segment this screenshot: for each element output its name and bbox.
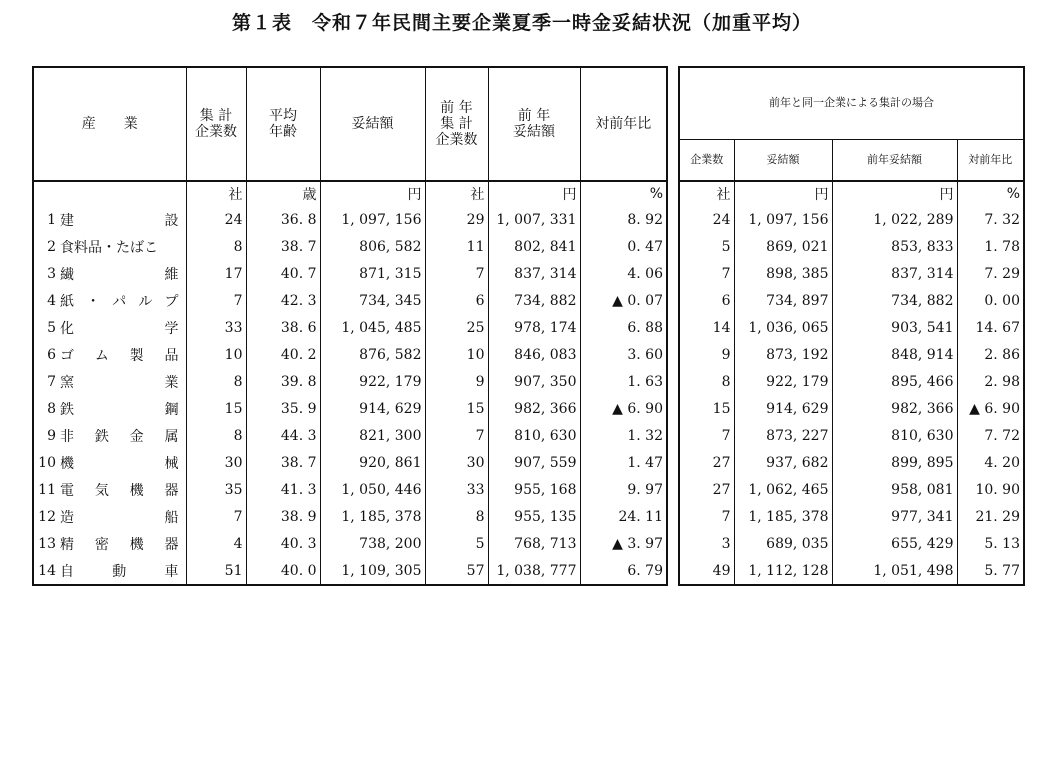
industry-name: 繊 維: [60, 266, 179, 283]
cell-companies: 17: [186, 260, 246, 287]
cell-amount: 914, 629: [320, 395, 425, 422]
cell-prev-companies: 9: [425, 368, 488, 395]
cell-prev-companies: 6: [425, 287, 488, 314]
same-company-table: [678, 66, 1025, 586]
table-row: [33, 341, 667, 368]
cell-s-prev: 895, 466: [832, 368, 957, 395]
cell-prev-amount: 768, 713: [488, 530, 580, 557]
header-same-companies: 企業数: [679, 139, 734, 181]
industry-name: 造 船: [60, 509, 179, 526]
cell-s-amount: 937, 682: [734, 449, 832, 476]
unit-prev-companies: 社: [425, 181, 488, 206]
cell-companies: 8: [186, 422, 246, 449]
cell-yoy: 9. 97: [580, 476, 667, 503]
industry-cell: [33, 422, 186, 449]
cell-s-prev: 899, 895: [832, 449, 957, 476]
row-number: 9: [47, 427, 56, 444]
table-row: [33, 449, 667, 476]
cell-yoy: 6. 88: [580, 314, 667, 341]
cell-s-prev: 837, 314: [832, 260, 957, 287]
cell-s-companies: 27: [679, 449, 734, 476]
row-number: 8: [47, 400, 56, 417]
cell-s-amount: 734, 897: [734, 287, 832, 314]
unit-same-amount: 円: [734, 181, 832, 206]
table-row: [33, 557, 667, 585]
cell-yoy: ▲ 0. 07: [580, 287, 667, 314]
cell-age: 40. 7: [246, 260, 320, 287]
cell-s-yoy: 21. 29: [957, 503, 1024, 530]
cell-yoy: 24. 11: [580, 503, 667, 530]
cell-prev-amount: 907, 559: [488, 449, 580, 476]
cell-yoy: ▲ 6. 90: [580, 395, 667, 422]
cell-age: 44. 3: [246, 422, 320, 449]
cell-prev-companies: 11: [425, 233, 488, 260]
industry-name: 建 設: [60, 212, 179, 229]
cell-s-yoy: 1. 78: [957, 233, 1024, 260]
industry-cell: [33, 557, 186, 585]
cell-s-companies: 6: [679, 287, 734, 314]
cell-companies: 15: [186, 395, 246, 422]
cell-s-companies: 7: [679, 503, 734, 530]
row-number: 6: [47, 346, 56, 363]
cell-s-yoy: 5. 77: [957, 557, 1024, 585]
table-row: [33, 395, 667, 422]
row-number: 11: [38, 481, 56, 498]
cell-prev-companies: 5: [425, 530, 488, 557]
cell-companies: 33: [186, 314, 246, 341]
industry-cell: [33, 395, 186, 422]
cell-s-yoy: 10. 90: [957, 476, 1024, 503]
cell-companies: 10: [186, 341, 246, 368]
cell-prev-amount: 810, 630: [488, 422, 580, 449]
cell-s-prev: 977, 341: [832, 503, 957, 530]
table-row: [679, 341, 1024, 368]
row-number: 5: [47, 319, 56, 336]
table-row: [679, 395, 1024, 422]
industry-name: 精 密 機 器: [60, 536, 179, 553]
cell-yoy: 1. 47: [580, 449, 667, 476]
header-companies: 集 計 企業数: [186, 67, 246, 181]
cell-companies: 4: [186, 530, 246, 557]
table-row: [33, 368, 667, 395]
cell-age: 38. 9: [246, 503, 320, 530]
industry-name: 食料品・たばこ: [60, 239, 158, 256]
cell-s-amount: 1, 112, 128: [734, 557, 832, 585]
cell-companies: 51: [186, 557, 246, 585]
cell-s-yoy: 4. 20: [957, 449, 1024, 476]
industry-name: 紙 ・ パ ル プ: [60, 293, 179, 310]
cell-s-companies: 15: [679, 395, 734, 422]
header-same-yoy: 対前年比: [957, 139, 1024, 181]
main-table: [32, 66, 668, 586]
table-row: [33, 530, 667, 557]
table-row: [679, 287, 1024, 314]
industry-cell: [33, 341, 186, 368]
cell-prev-amount: 955, 135: [488, 503, 580, 530]
table-row: [679, 476, 1024, 503]
table-row: [33, 206, 667, 233]
cell-yoy: 1. 63: [580, 368, 667, 395]
table-row: [679, 503, 1024, 530]
industry-cell: [33, 206, 186, 233]
cell-s-amount: 869, 021: [734, 233, 832, 260]
table-row: [33, 503, 667, 530]
cell-age: 39. 8: [246, 368, 320, 395]
cell-amount: 734, 345: [320, 287, 425, 314]
cell-s-amount: 1, 097, 156: [734, 206, 832, 233]
table-row: [679, 449, 1024, 476]
cell-prev-companies: 25: [425, 314, 488, 341]
cell-amount: 738, 200: [320, 530, 425, 557]
cell-s-amount: 922, 179: [734, 368, 832, 395]
unit-companies: 社: [186, 181, 246, 206]
cell-age: 41. 3: [246, 476, 320, 503]
industry-name: 電 気 機 器: [60, 482, 179, 499]
table-row: [679, 530, 1024, 557]
industry-name: 機 械: [60, 455, 179, 472]
cell-prev-amount: 846, 083: [488, 341, 580, 368]
cell-amount: 922, 179: [320, 368, 425, 395]
cell-amount: 1, 045, 485: [320, 314, 425, 341]
cell-companies: 8: [186, 233, 246, 260]
cell-age: 42. 3: [246, 287, 320, 314]
row-number: 10: [38, 454, 56, 471]
industry-cell: [33, 368, 186, 395]
row-number: 3: [47, 265, 56, 282]
industry-cell: [33, 260, 186, 287]
industry-name: 非 鉄 金 属: [60, 428, 179, 445]
header-amount: 妥結額: [320, 67, 425, 181]
cell-companies: 30: [186, 449, 246, 476]
industry-cell: [33, 530, 186, 557]
cell-age: 38. 7: [246, 233, 320, 260]
cell-s-amount: 1, 185, 378: [734, 503, 832, 530]
cell-prev-companies: 33: [425, 476, 488, 503]
table-row: [679, 557, 1024, 585]
cell-prev-companies: 30: [425, 449, 488, 476]
unit-same-companies: 社: [679, 181, 734, 206]
cell-prev-amount: 978, 174: [488, 314, 580, 341]
unit-same-prev-amount: 円: [832, 181, 957, 206]
cell-s-amount: 689, 035: [734, 530, 832, 557]
cell-s-amount: 873, 227: [734, 422, 832, 449]
cell-prev-amount: 734, 882: [488, 287, 580, 314]
cell-yoy: 1. 32: [580, 422, 667, 449]
cell-s-companies: 8: [679, 368, 734, 395]
cell-amount: 876, 582: [320, 341, 425, 368]
table-row: [679, 260, 1024, 287]
table-row: [33, 260, 667, 287]
cell-prev-companies: 29: [425, 206, 488, 233]
cell-s-yoy: 7. 29: [957, 260, 1024, 287]
cell-amount: 920, 861: [320, 449, 425, 476]
industry-name: 自 動 車: [60, 563, 179, 580]
cell-prev-companies: 8: [425, 503, 488, 530]
industry-name: ゴ ム 製 品: [60, 347, 179, 364]
cell-age: 35. 9: [246, 395, 320, 422]
table-row: [679, 206, 1024, 233]
cell-yoy: 3. 60: [580, 341, 667, 368]
cell-prev-amount: 982, 366: [488, 395, 580, 422]
row-number: 2: [47, 238, 56, 255]
cell-s-companies: 9: [679, 341, 734, 368]
unit-age: 歳: [246, 181, 320, 206]
cell-age: 38. 6: [246, 314, 320, 341]
cell-amount: 1, 109, 305: [320, 557, 425, 585]
cell-yoy: 0. 47: [580, 233, 667, 260]
header-industry: 産 業: [33, 67, 186, 181]
cell-prev-companies: 7: [425, 422, 488, 449]
table-row: [679, 314, 1024, 341]
cell-s-prev: 903, 541: [832, 314, 957, 341]
unit-industry: [33, 181, 186, 206]
cell-s-companies: 24: [679, 206, 734, 233]
cell-s-yoy: ▲ 6. 90: [957, 395, 1024, 422]
cell-s-companies: 14: [679, 314, 734, 341]
cell-s-prev: 810, 630: [832, 422, 957, 449]
row-number: 12: [38, 508, 56, 525]
cell-prev-companies: 15: [425, 395, 488, 422]
cell-s-yoy: 7. 72: [957, 422, 1024, 449]
table-row: [33, 233, 667, 260]
cell-s-prev: 848, 914: [832, 341, 957, 368]
header-age: 平均 年齢: [246, 67, 320, 181]
industry-name: 窯 業: [60, 374, 179, 391]
cell-s-amount: 914, 629: [734, 395, 832, 422]
cell-age: 40. 0: [246, 557, 320, 585]
cell-prev-amount: 907, 350: [488, 368, 580, 395]
cell-companies: 35: [186, 476, 246, 503]
table-row: [33, 422, 667, 449]
cell-companies: 7: [186, 287, 246, 314]
units-row: [679, 181, 1024, 206]
cell-prev-amount: 802, 841: [488, 233, 580, 260]
cell-s-prev: 853, 833: [832, 233, 957, 260]
industry-cell: [33, 449, 186, 476]
cell-age: 36. 8: [246, 206, 320, 233]
cell-age: 40. 3: [246, 530, 320, 557]
row-number: 1: [47, 211, 56, 228]
cell-s-amount: 898, 385: [734, 260, 832, 287]
table-row: [679, 368, 1024, 395]
cell-prev-companies: 10: [425, 341, 488, 368]
cell-s-amount: 873, 192: [734, 341, 832, 368]
header-yoy: 対前年比: [580, 67, 667, 181]
cell-s-prev: 655, 429: [832, 530, 957, 557]
header-prev-companies: 前 年 集 計 企業数: [425, 67, 488, 181]
cell-yoy: 8. 92: [580, 206, 667, 233]
unit-same-yoy: %: [957, 181, 1024, 206]
table-row: [679, 422, 1024, 449]
industry-cell: [33, 476, 186, 503]
cell-amount: 1, 050, 446: [320, 476, 425, 503]
cell-amount: 871, 315: [320, 260, 425, 287]
industry-name: 鉄 鋼: [60, 401, 179, 418]
row-number: 4: [47, 292, 56, 309]
cell-amount: 821, 300: [320, 422, 425, 449]
cell-s-yoy: 14. 67: [957, 314, 1024, 341]
industry-cell: [33, 287, 186, 314]
header-same-prev-amount: 前年妥結額: [832, 139, 957, 181]
cell-s-amount: 1, 062, 465: [734, 476, 832, 503]
cell-amount: 1, 185, 378: [320, 503, 425, 530]
cell-s-companies: 3: [679, 530, 734, 557]
cell-s-prev: 982, 366: [832, 395, 957, 422]
cell-amount: 1, 097, 156: [320, 206, 425, 233]
unit-prev-amount: 円: [488, 181, 580, 206]
industry-name: 化 学: [60, 320, 179, 337]
cell-prev-companies: 7: [425, 260, 488, 287]
cell-s-yoy: 2. 86: [957, 341, 1024, 368]
cell-s-prev: 958, 081: [832, 476, 957, 503]
row-number: 7: [47, 373, 56, 390]
cell-s-amount: 1, 036, 065: [734, 314, 832, 341]
cell-prev-amount: 1, 038, 777: [488, 557, 580, 585]
cell-yoy: ▲ 3. 97: [580, 530, 667, 557]
cell-age: 38. 7: [246, 449, 320, 476]
row-number: 13: [38, 535, 56, 552]
units-row: [33, 181, 667, 206]
cell-s-companies: 7: [679, 260, 734, 287]
table-row: [679, 233, 1024, 260]
cell-s-companies: 49: [679, 557, 734, 585]
table-row: [33, 287, 667, 314]
cell-yoy: 4. 06: [580, 260, 667, 287]
header-same-amount: 妥結額: [734, 139, 832, 181]
cell-companies: 8: [186, 368, 246, 395]
table-row: [33, 476, 667, 503]
cell-prev-amount: 837, 314: [488, 260, 580, 287]
cell-s-yoy: 0. 00: [957, 287, 1024, 314]
cell-prev-amount: 955, 168: [488, 476, 580, 503]
cell-amount: 806, 582: [320, 233, 425, 260]
cell-companies: 7: [186, 503, 246, 530]
table-row: [33, 314, 667, 341]
cell-prev-companies: 57: [425, 557, 488, 585]
cell-s-prev: 1, 022, 289: [832, 206, 957, 233]
cell-s-companies: 27: [679, 476, 734, 503]
cell-s-yoy: 5. 13: [957, 530, 1024, 557]
cell-s-yoy: 7. 32: [957, 206, 1024, 233]
header-same-company-title: 前年と同一企業による集計の場合: [679, 67, 1024, 139]
cell-age: 40. 2: [246, 341, 320, 368]
table-title: 第１表 令和７年民間主要企業夏季一時金妥結状況（加重平均）: [231, 12, 812, 34]
cell-s-prev: 734, 882: [832, 287, 957, 314]
cell-s-prev: 1, 051, 498: [832, 557, 957, 585]
cell-s-yoy: 2. 98: [957, 368, 1024, 395]
industry-cell: [33, 314, 186, 341]
industry-cell: [33, 503, 186, 530]
cell-prev-amount: 1, 007, 331: [488, 206, 580, 233]
industry-cell: [33, 233, 186, 260]
cell-yoy: 6. 79: [580, 557, 667, 585]
cell-companies: 24: [186, 206, 246, 233]
cell-s-companies: 5: [679, 233, 734, 260]
row-number: 14: [38, 562, 56, 579]
unit-amount: 円: [320, 181, 425, 206]
cell-s-companies: 7: [679, 422, 734, 449]
header-prev-amount: 前 年 妥結額: [488, 67, 580, 181]
unit-yoy: %: [580, 181, 667, 206]
